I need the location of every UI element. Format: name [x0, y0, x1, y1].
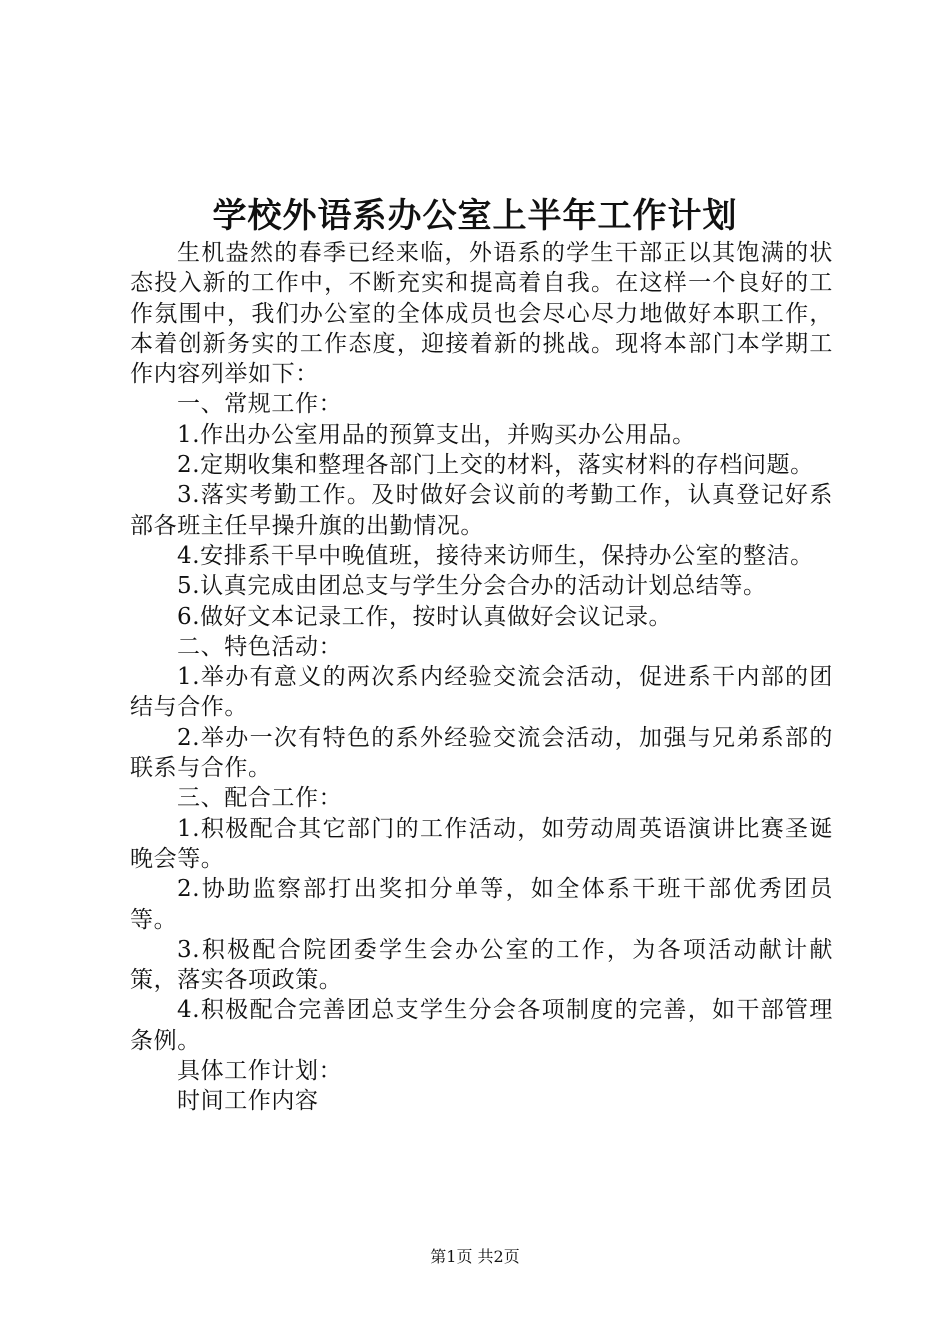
section-heading-special: 二、特色活动：	[177, 633, 343, 660]
list-item: 6.做好文本记录工作，按时认真做好会议记录。	[177, 603, 673, 630]
list-item: 2.定期收集和整理各部门上交的材料，落实材料的存档问题。	[177, 452, 814, 479]
list-item: 5.认真完成由团总支与学生分会合办的活动计划总结等。	[177, 573, 767, 600]
page-number: 第1页 共2页	[430, 1247, 520, 1266]
plan-heading: 具体工作计划：	[177, 1058, 343, 1085]
section-heading-cooperation: 三、配合工作：	[177, 785, 343, 812]
list-item: 1.举办有意义的两次系内经验交流会活动，促进系干内部的团结与合作。	[130, 664, 833, 721]
list-item: 1.积极配合其它部门的工作活动，如劳动周英语演讲比赛圣诞晚会等。	[130, 815, 833, 872]
list-item: 3.落实考勤工作。及时做好会议前的考勤工作，认真登记好系部各班主任早操升旗的出勤情况。	[130, 482, 833, 539]
section-heading-routine: 一、常规工作：	[177, 391, 343, 418]
list-item: 3.积极配合院团委学生会办公室的工作，为各项活动献计献策，落实各项政策。	[130, 936, 833, 994]
list-item: 4.积极配合完善团总支学生分会各项制度的完善，如干部管理条例。	[130, 997, 833, 1054]
document-body	[130, 238, 833, 1117]
list-item: 1.作出办公室用品的预算支出，并购买办公用品。	[177, 421, 696, 448]
list-item: 2.协助监察部打出奖扣分单等，如全体系干班干部优秀团员等。	[130, 876, 833, 933]
list-item: 4.安排系干早中晚值班，接待来访师生，保持办公室的整洁。	[177, 542, 814, 569]
list-item: 2.举办一次有特色的系外经验交流会活动，加强与兄弟系部的联系与合作。	[130, 724, 833, 782]
intro-paragraph: 生机盎然的春季已经来临，外语系的学生干部正以其饱满的状态投入新的工作中，不断充实和提高着自我。在这样一个良好的工作氛围中，我们办公室的全体成员也会尽心尽力地做好本职工作，本着创新务实的工作态度，迎接着新的挑战。现将本部门本学期工作内容列举如下：	[130, 240, 833, 388]
document-title: 学校外语系办公室上半年工作计划	[212, 196, 738, 236]
plan-table-header: 时间工作内容	[177, 1088, 319, 1115]
